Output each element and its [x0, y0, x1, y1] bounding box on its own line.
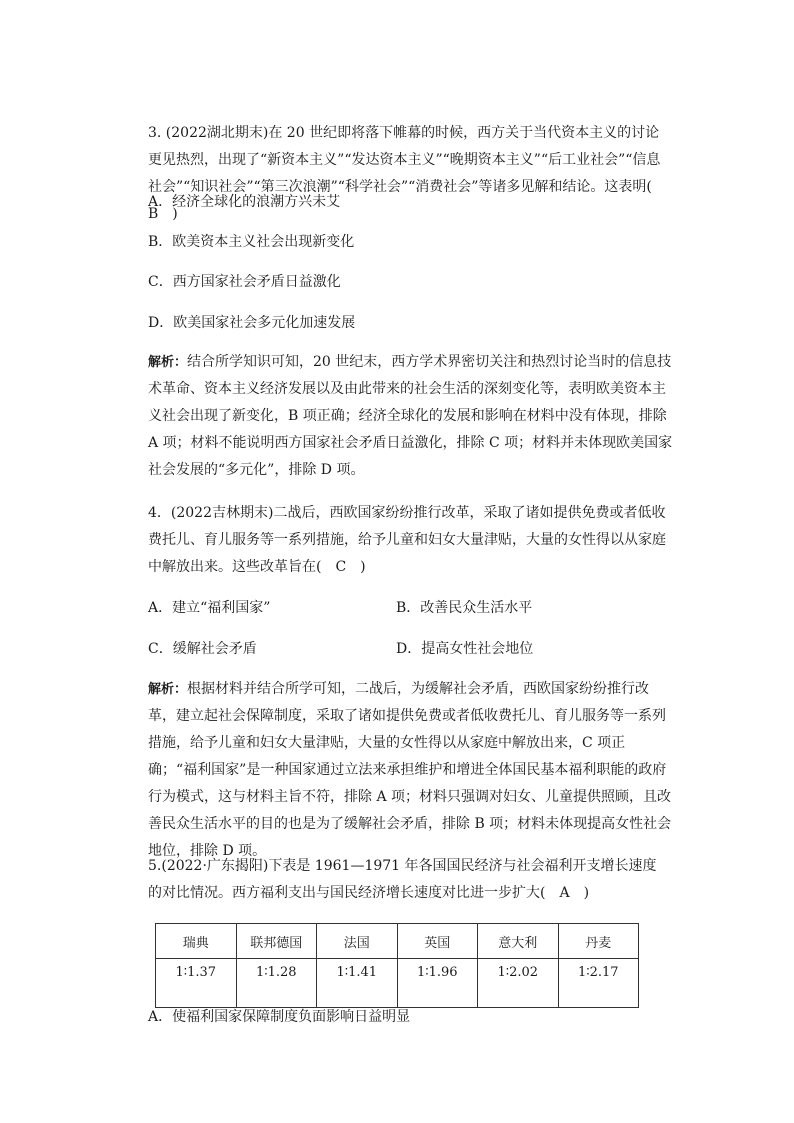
- q3-option-c: C．西方国家社会矛盾日益激化: [148, 274, 341, 290]
- explanation-text: 结合所学知识可知，20 世纪末，西方学术界密切关注和热烈讨论当时的信息技术革命、资本主义经济发展以及由此带来的社会生活的深刻变化等，表明欧美资本主义社会出现了新变化，B 项正确；经济全球化的发展和影响在材料中没有体现，排除 A 项；材料不能说明西方国家社会矛盾日益激化，排除 C 项；材料并未体现欧美国家社会发展的“多元化”，排除 D 项。: [148, 354, 673, 478]
- table-header-cell: 瑞典: [156, 924, 237, 959]
- table-header-cell: 意大利: [478, 924, 559, 959]
- table-header-cell: 英国: [397, 924, 478, 959]
- question-5-stem: 5.(2022·广东揭阳)下表是 1961—1971 年各国国民经济与社会福利开支增长速度的对比情况。西方福利支出与国民经济增长速度对比进一步扩大( A ): [148, 858, 657, 901]
- table-header-cell: 丹麦: [558, 924, 639, 959]
- table-cell: 1∶1.41: [317, 959, 398, 1008]
- q4-option-b: B．改善民众生活水平: [396, 600, 533, 616]
- table-header-cell: 法国: [317, 924, 398, 959]
- explanation-text: 根据材料并结合所学可知，二战后，为缓解社会矛盾，西欧国家纷纷推行改革，建立起社会保障制度，采取了诸如提供免费或者低收费托儿、育儿服务等一系列措施，给予儿童和妇女大量津贴，大量的女性得以从家庭中解放出来，C 项正确；“福利国家”是一种国家通过立法来承担维护和增进全体国民基本福利职能的政府行为模式，这与材料主旨不符，排除 A 项；材料只强调对妇女、儿童提供照顾，且改善民众生活水平的目的也是为了缓解社会矛盾，排除 B 项；材料未体现提高女性社会地位，排除 D 项。: [148, 681, 672, 859]
- table-row: [156, 959, 639, 1008]
- question-4-stem: 4．(2022吉林期末)二战后，西欧国家纷纷推行改革，采取了诸如提供免费或者低收费托儿、育儿服务等一系列措施，给予儿童和妇女大量津贴，大量的女性得以从家庭中解放出来。这些改革旨在( C ): [148, 505, 666, 575]
- q4-explanation: [148, 676, 673, 865]
- q3-option-b: B．欧美资本主义社会出现新变化: [148, 234, 355, 250]
- table-cell: 1∶2.02: [478, 959, 559, 1008]
- table-cell: 1∶1.37: [156, 959, 237, 1008]
- growth-ratio-table: [155, 923, 639, 1008]
- explanation-label: 解析：: [148, 682, 188, 697]
- question-3-stem: 3. (2022湖北期末)在 20 世纪即将落下帷幕的时候，西方关于当代资本主义的讨论更见热烈，出现了“新资本主义”“发达资本主义”“晚期资本主义”“后工业社会”“信息社会”“知识社会”“第三次浪潮”“科学社会”“消费社会”等诸多见解和结论。这表明( B ): [148, 125, 666, 222]
- table-header-row: [156, 924, 639, 959]
- q3-explanation: [148, 349, 673, 484]
- table-header-cell: 联邦德国: [236, 924, 317, 959]
- q3-option-d: D．欧美国家社会多元化加速发展: [148, 315, 356, 331]
- explanation-label: 解析：: [148, 355, 188, 370]
- q4-option-c: C．缓解社会矛盾: [148, 641, 257, 657]
- q4-option-d: D．提高女性社会地位: [396, 641, 534, 657]
- table-cell: 1∶2.17: [558, 959, 639, 1008]
- q3-option-a: A．经济全球化的浪潮方兴未艾: [148, 194, 341, 210]
- q5-option-a: A．使福利国家保障制度负面影响日益明显: [148, 1009, 411, 1025]
- table-cell: 1∶1.96: [397, 959, 478, 1008]
- q4-option-a: A．建立“福利国家”: [148, 600, 271, 616]
- table-cell: 1∶1.28: [236, 959, 317, 1008]
